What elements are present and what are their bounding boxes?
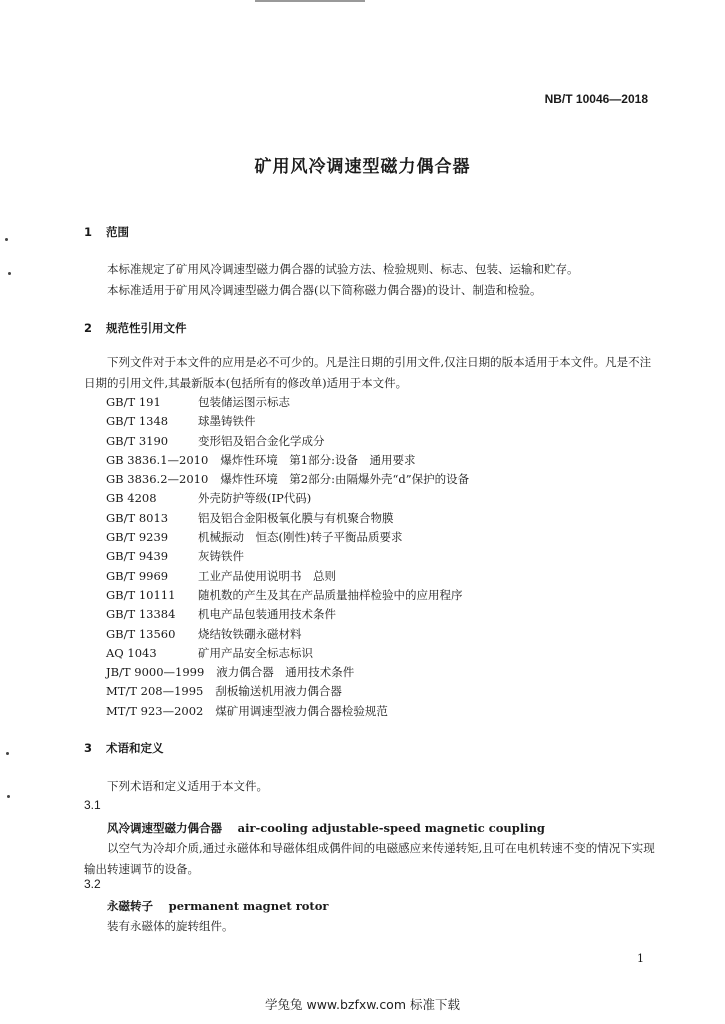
reference-item (106, 567, 469, 586)
section-3-intro: 下列术语和定义适用于本文件。 (107, 779, 268, 793)
reference-item (106, 682, 469, 701)
reference-code: GB/T 3190 (106, 433, 169, 448)
reference-title: 机械振动 恒态(刚性)转子平衡品质要求 (198, 530, 403, 545)
reference-code: GB 4208 (106, 491, 157, 506)
reference-item (106, 489, 469, 508)
reference-code: JB/T 9000—1999 (106, 665, 205, 680)
scan-speck (5, 238, 8, 241)
section-3-heading (84, 740, 164, 756)
scan-speck (7, 795, 10, 798)
reference-title: 煤矿用调速型液力偶合器检验规范 (215, 703, 388, 718)
reference-code: GB/T 8013 (106, 510, 169, 525)
reference-code: GB/T 1348 (106, 414, 169, 429)
reference-code: GB/T 9239 (106, 530, 169, 545)
reference-item (106, 528, 469, 547)
reference-code: GB/T 9969 (106, 568, 169, 583)
reference-title: 液力偶合器 通用技术条件 (216, 665, 355, 680)
reference-code: GB/T 9439 (106, 549, 169, 564)
section-number: 1 (84, 225, 93, 239)
reference-title: 铝及铝合金阳极氧化膜与有机聚合物膜 (198, 510, 394, 525)
term-english: air-cooling adjustable-speed magnetic coupling (237, 821, 545, 835)
section-1-body (84, 259, 654, 300)
section-2-heading (84, 320, 187, 336)
reference-title: 外壳防护等级(IP代码) (198, 491, 312, 506)
section-title: 规范性引用文件 (106, 321, 187, 335)
reference-item (106, 509, 469, 528)
reference-item (106, 470, 469, 489)
reference-title: 矿用产品安全标志标识 (198, 645, 313, 660)
reference-code: MT/T 208—1995 (106, 684, 204, 699)
reference-title: 烧结钕铁硼永磁材料 (198, 626, 302, 641)
reference-title: 爆炸性环境 第1部分:设备 通用要求 (220, 452, 416, 467)
reference-title: 随机数的产生及其在产品质量抽样检验中的应用程序 (198, 587, 463, 602)
paragraph: 下列文件对于本文件的应用是必不可少的。凡是注日期的引用文件,仅注日期的版本适用于本文件。凡是不注日期的引用文件,其最新版本(包括所有的修改单)适用于本文件。 (84, 355, 652, 390)
scan-speck (6, 752, 9, 755)
section-number: 3 (84, 741, 93, 755)
section-2-intro (84, 352, 659, 393)
reference-item (106, 432, 469, 451)
term-heading (107, 896, 328, 916)
reference-title: 包装储运图示标志 (198, 395, 290, 409)
term-number: 3.1 (84, 798, 101, 812)
scan-top-mark (255, 0, 365, 2)
reference-item (106, 702, 469, 721)
reference-code: GB/T 13560 (106, 626, 176, 641)
reference-item (106, 644, 469, 663)
term-english: permanent magnet rotor (168, 899, 329, 913)
reference-title: 变形铝及铝合金化学成分 (198, 433, 325, 448)
paragraph: 本标准规定了矿用风冷调速型磁力偶合器的试验方法、检验规则、标志、包装、运输和贮存。 (107, 262, 579, 276)
reference-code: GB/T 13384 (106, 607, 176, 622)
reference-title: 工业产品使用说明书 总则 (198, 568, 336, 583)
reference-code: GB/T 191 (106, 395, 161, 409)
reference-list (106, 393, 469, 721)
reference-title: 刮板输送机用液力偶合器 (215, 684, 342, 699)
reference-code: GB 3836.1—2010 (106, 452, 209, 467)
reference-item (106, 663, 469, 682)
page-number: 1 (637, 952, 644, 965)
reference-item (106, 625, 469, 644)
reference-item (106, 393, 469, 412)
section-title: 术语和定义 (106, 741, 164, 755)
scan-speck (8, 272, 11, 275)
term-definition: 装有永磁体的旋转组件。 (107, 919, 234, 933)
term-definition: 以空气为冷却介质,通过永磁体和导磁体组成偶件间的电磁感应来传递转矩,且可在电机转速不变的情况下实现输出转速调节的设备。 (84, 841, 655, 876)
term-number: 3.2 (84, 877, 101, 891)
reference-item (106, 451, 469, 470)
section-number: 2 (84, 321, 93, 335)
reference-title: 爆炸性环境 第2部分:由隔爆外壳“d”保护的设备 (220, 472, 470, 487)
reference-code: GB 3836.2—2010 (106, 472, 209, 487)
reference-code: GB/T 10111 (106, 587, 176, 602)
reference-title: 机电产品包装通用技术条件 (198, 607, 336, 622)
standard-number: NB/T 10046—2018 (544, 92, 648, 106)
section-title: 范围 (106, 225, 129, 239)
reference-item (106, 412, 469, 431)
reference-title: 球墨铸铁件 (198, 414, 256, 429)
term-heading (107, 818, 545, 838)
paragraph: 本标准适用于矿用风冷调速型磁力偶合器(以下简称磁力偶合器)的设计、制造和检验。 (107, 282, 542, 297)
reference-code: AQ 1043 (106, 645, 157, 660)
term-chinese: 风冷调速型磁力偶合器 (107, 821, 222, 835)
section-1-heading (84, 224, 129, 240)
document-title: 矿用风冷调速型磁力偶合器 (254, 157, 471, 177)
reference-item (106, 547, 469, 566)
term-definition-block (84, 838, 659, 879)
reference-title: 灰铸铁件 (198, 549, 244, 564)
term-chinese: 永磁转子 (107, 899, 153, 913)
reference-item (106, 586, 469, 605)
footer-watermark: 学兔兔 www.bzfxw.com 标准下载 (265, 997, 460, 1012)
reference-item (106, 605, 469, 624)
reference-code: MT/T 923—2002 (106, 703, 204, 718)
